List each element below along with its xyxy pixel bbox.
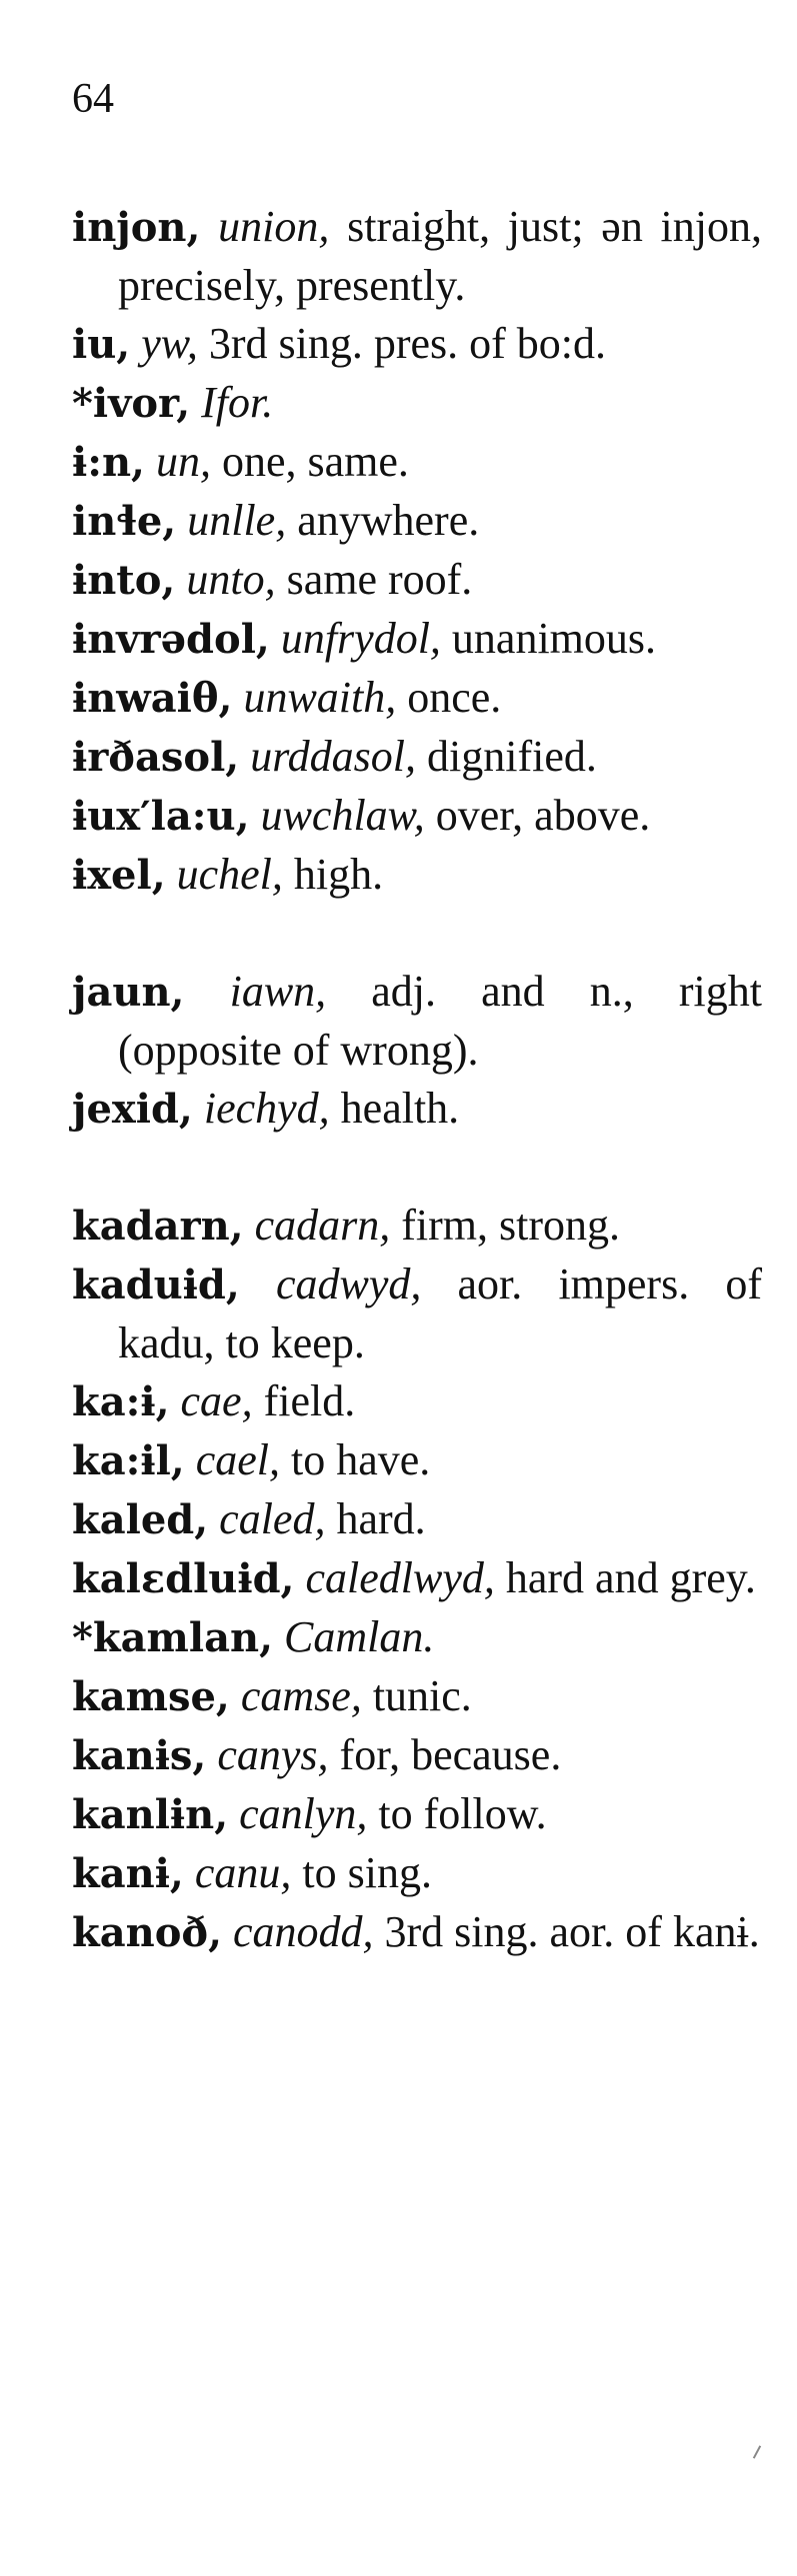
entry-welsh-spelling: union, — [218, 202, 330, 251]
entry-definition: to sing. — [302, 1848, 432, 1897]
entry-welsh-spelling: uchel, — [176, 850, 283, 899]
dictionary-entry — [72, 846, 762, 905]
dictionary-entry — [72, 1549, 762, 1608]
entry-definition: 3rd sing. pres. of bo:d. — [208, 319, 607, 368]
dictionary-entry — [72, 787, 762, 846]
dictionary-entry — [72, 963, 762, 1080]
entry-headword: injon, — [72, 204, 201, 251]
entry-headword: jexid, — [72, 1086, 193, 1133]
entry-welsh-spelling: caledlwyd, — [305, 1553, 495, 1602]
dictionary-entry — [72, 1667, 762, 1726]
entry-welsh-spelling: canys, — [217, 1730, 329, 1779]
entry-welsh-spelling: canlyn, — [239, 1789, 368, 1838]
dictionary-entry — [72, 1608, 762, 1667]
entry-definition: hard. — [336, 1494, 426, 1543]
page-number: 64 — [72, 76, 114, 122]
entry-definition: tunic. — [372, 1671, 472, 1720]
entry-definition: for, because. — [339, 1730, 562, 1779]
entry-welsh-spelling: cael, — [195, 1435, 281, 1484]
entry-welsh-spelling: cadwyd, — [275, 1260, 422, 1308]
entry-definition: 3rd sing. aor. of kanɨ. — [384, 1907, 760, 1956]
entry-welsh-spelling: camse, — [240, 1671, 362, 1720]
entry-headword: ka:ɨ, — [72, 1378, 170, 1425]
section-gap — [72, 1139, 762, 1197]
entry-definition: over, above. — [435, 791, 651, 840]
entry-headword: ɨnto, — [72, 557, 176, 604]
entry-definition: adj. and n., right (opposite of wrong). — [118, 967, 762, 1075]
dictionary-entry — [72, 610, 762, 669]
entry-definition: anywhere. — [297, 496, 480, 545]
dictionary-entry — [72, 374, 762, 433]
entry-definition: straight, just; ən injon, precisely, presently. — [118, 202, 763, 310]
entry-headword: ɨnvrədol, — [72, 616, 270, 663]
entry-welsh-spelling: Camlan. — [284, 1612, 435, 1661]
dictionary-entry — [72, 1197, 762, 1256]
entry-welsh-spelling: cae, — [180, 1376, 253, 1425]
entry-headword: ɨrðasol, — [72, 734, 240, 781]
entry-headword: *kamlan, — [72, 1614, 273, 1661]
section-gap — [72, 905, 762, 963]
entry-welsh-spelling: unwaith, — [243, 673, 397, 722]
entry-definition: to follow. — [378, 1789, 547, 1838]
dictionary-entry — [72, 1785, 762, 1844]
dictionary-entry — [72, 1726, 762, 1785]
entry-welsh-spelling: unfrydol, — [280, 614, 441, 663]
entry-headword: ɨxel, — [72, 852, 166, 899]
dictionary-entry — [72, 1903, 762, 1962]
entry-welsh-spelling: urddasol, — [250, 732, 417, 781]
entry-definition: hard and grey. — [505, 1553, 756, 1602]
dictionary-entry — [72, 198, 762, 315]
entry-headword: inɬe, — [72, 498, 177, 545]
entry-welsh-spelling: cadarn, — [254, 1201, 391, 1250]
entry-headword: iu, — [72, 321, 131, 368]
dictionary-entry — [72, 551, 762, 610]
entry-definition: once. — [407, 673, 502, 722]
entry-welsh-spelling: canu, — [194, 1848, 292, 1897]
entry-welsh-spelling: caled, — [219, 1494, 326, 1543]
dictionary-entry — [72, 728, 762, 787]
entry-headword: kaduɨd, — [72, 1262, 240, 1308]
dictionary-entry — [72, 1844, 762, 1903]
entry-headword: ɨnwaiθ, — [72, 675, 233, 722]
entry-definition: field. — [263, 1376, 356, 1425]
entry-definition: health. — [340, 1084, 460, 1133]
entry-definition: dignified. — [427, 732, 597, 781]
entry-definition: same roof. — [286, 555, 473, 604]
dictionary-entry — [72, 1431, 762, 1490]
entry-headword: ka:ɨl, — [72, 1437, 185, 1484]
entry-welsh-spelling: yw, — [141, 319, 198, 368]
entry-list — [72, 198, 762, 1962]
entry-definition: to have. — [291, 1435, 431, 1484]
entry-headword: kanɨs, — [72, 1732, 207, 1779]
entry-headword: ɨux′la:u, — [72, 793, 250, 840]
entry-welsh-spelling: un, — [155, 437, 211, 486]
entry-definition: high. — [293, 850, 384, 899]
entry-headword: *ivor, — [72, 380, 191, 427]
entry-welsh-spelling: iawn, — [229, 967, 327, 1016]
entry-headword: kanɨ, — [72, 1850, 184, 1897]
entry-definition: firm, strong. — [401, 1201, 621, 1250]
entry-welsh-spelling: Ifor. — [201, 378, 274, 427]
dictionary-entry — [72, 1490, 762, 1549]
entry-welsh-spelling: canodd, — [233, 1907, 374, 1956]
dictionary-entry — [72, 1080, 762, 1139]
entry-headword: kamse, — [72, 1673, 230, 1720]
dictionary-entry — [72, 315, 762, 374]
dictionary-entry — [72, 1372, 762, 1431]
entry-welsh-spelling: iechyd, — [203, 1084, 330, 1133]
entry-welsh-spelling: uwchlaw, — [260, 791, 425, 840]
entry-headword: kadarn, — [72, 1203, 244, 1250]
stray-mark — [753, 2445, 761, 2458]
entry-welsh-spelling: unto, — [186, 555, 276, 604]
entry-headword: jaun, — [72, 969, 185, 1016]
dictionary-entry — [72, 669, 762, 728]
entry-headword: kaled, — [72, 1496, 209, 1543]
dictionary-entry — [72, 492, 762, 551]
entry-headword: ɨ:n, — [72, 439, 145, 486]
entry-headword: kanoð, — [72, 1909, 222, 1956]
entry-headword: kalɛdluɨd, — [72, 1555, 295, 1602]
dictionary-entry — [72, 433, 762, 492]
entry-headword: kanlɨn, — [72, 1791, 229, 1838]
entry-definition: unanimous. — [451, 614, 657, 663]
entry-definition: aor. impers. of kadu, to keep. — [118, 1260, 763, 1367]
entry-definition: one, same. — [221, 437, 409, 486]
entry-welsh-spelling: unlle, — [187, 496, 287, 545]
dictionary-entry — [72, 1256, 762, 1372]
